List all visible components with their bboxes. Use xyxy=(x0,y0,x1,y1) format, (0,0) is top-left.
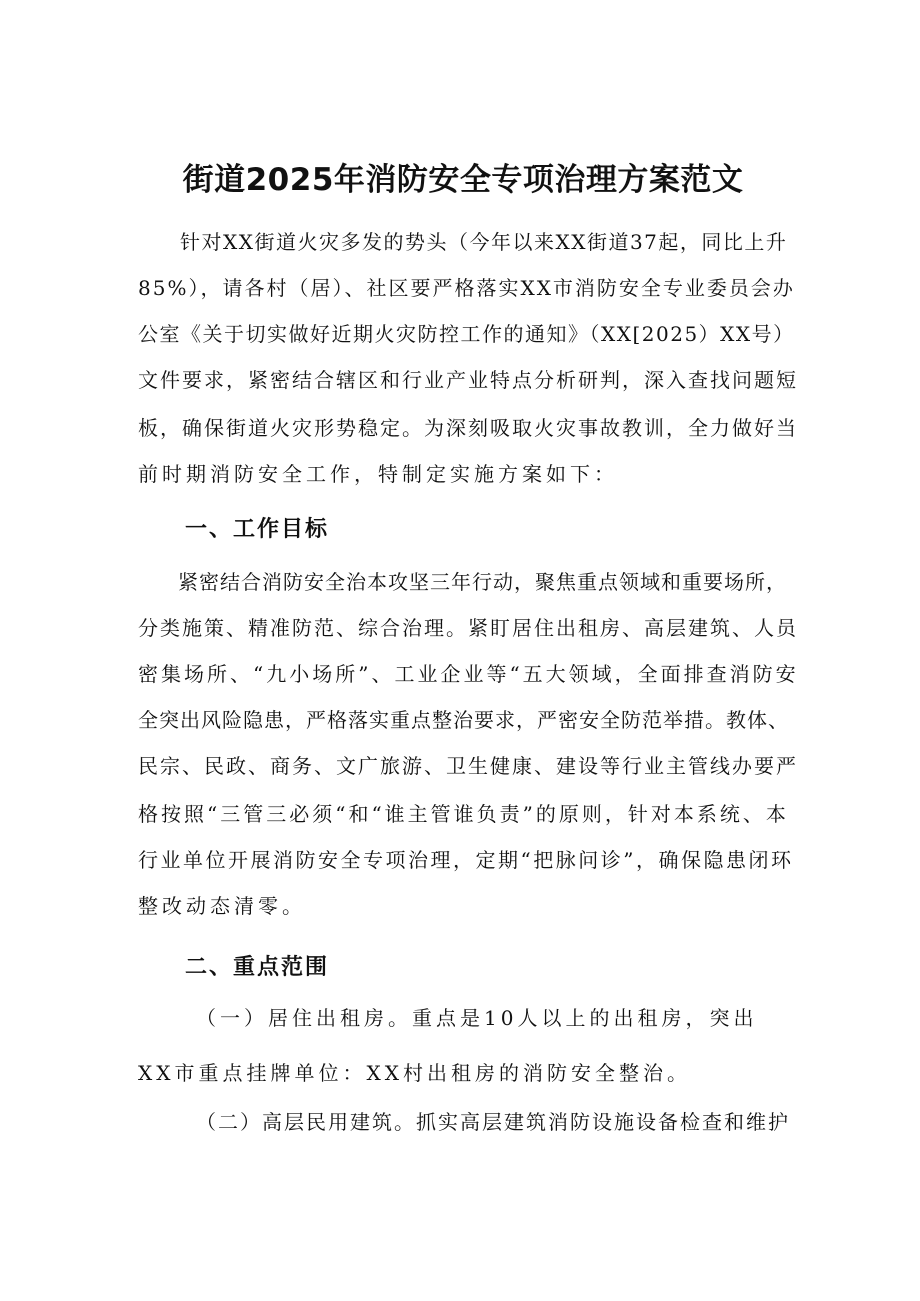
section1-line-3: 密集场所、“九小场所”、工业企业等“五大领域，全面排查消防安 xyxy=(138,662,799,686)
intro-line-3: 公室《关于切实做好近期火灾防控工作的通知》（XX[2025）XX号） xyxy=(138,322,795,346)
scope-item1-line-1: （一）居住出租房。重点是10人以上的出租房，突出 xyxy=(196,1006,758,1030)
intro-line-1: 针对XX街道火灾多发的势头（今年以来XX街道37起，同比上升 xyxy=(180,230,788,254)
section-heading-scope: 二、重点范围 xyxy=(185,955,330,980)
intro-line-4: 文件要求，紧密结合辖区和行业产业特点分析研判，深入查找问题短 xyxy=(138,368,798,392)
section1-line-4: 全突出风险隐患，严格落实重点整治要求，严密安全防范举措。教体、 xyxy=(138,708,789,732)
section-heading-goals: 一、工作目标 xyxy=(185,517,330,542)
section1-line-5: 民宗、民政、商务、文广旅游、卫生健康、建设等行业主管线办要严 xyxy=(138,754,798,778)
section1-line-7: 行业单位开展消防安全专项治理，定期“把脉问诊”，确保隐患闭环 xyxy=(138,848,794,872)
intro-line-5: 板，确保街道火灾形势稳定。为深刻吸取火灾事故教训，全力做好当 xyxy=(138,416,798,440)
intro-line-6: 前时期消防安全工作，特制定实施方案如下： xyxy=(138,462,618,486)
section1-line-8: 整改动态清零。 xyxy=(138,894,306,918)
scope-item1-line-2: XX市重点挂牌单位：XX村出租房的消防安全整治。 xyxy=(138,1061,691,1085)
section1-line-1: 紧密结合消防安全治本攻坚三年行动，聚焦重点领域和重要场所， xyxy=(178,570,787,594)
scope-item2-line-1: （二）高层民用建筑。抓实高层建筑消防设施设备检查和维护 xyxy=(196,1110,790,1134)
document-title: 街道2025年消防安全专项治理方案范文 xyxy=(182,162,744,198)
section1-line-2: 分类施策、精准防范、综合治理。紧盯居住出租房、高层建筑、人员 xyxy=(138,616,798,640)
section1-line-6: 格按照“三管三必须“和“谁主管谁负责”的原则，针对本系统、本 xyxy=(138,802,789,826)
intro-line-2: 85%），请各村（居）、社区要严格落实XX市消防安全专业委员会办 xyxy=(138,276,795,300)
